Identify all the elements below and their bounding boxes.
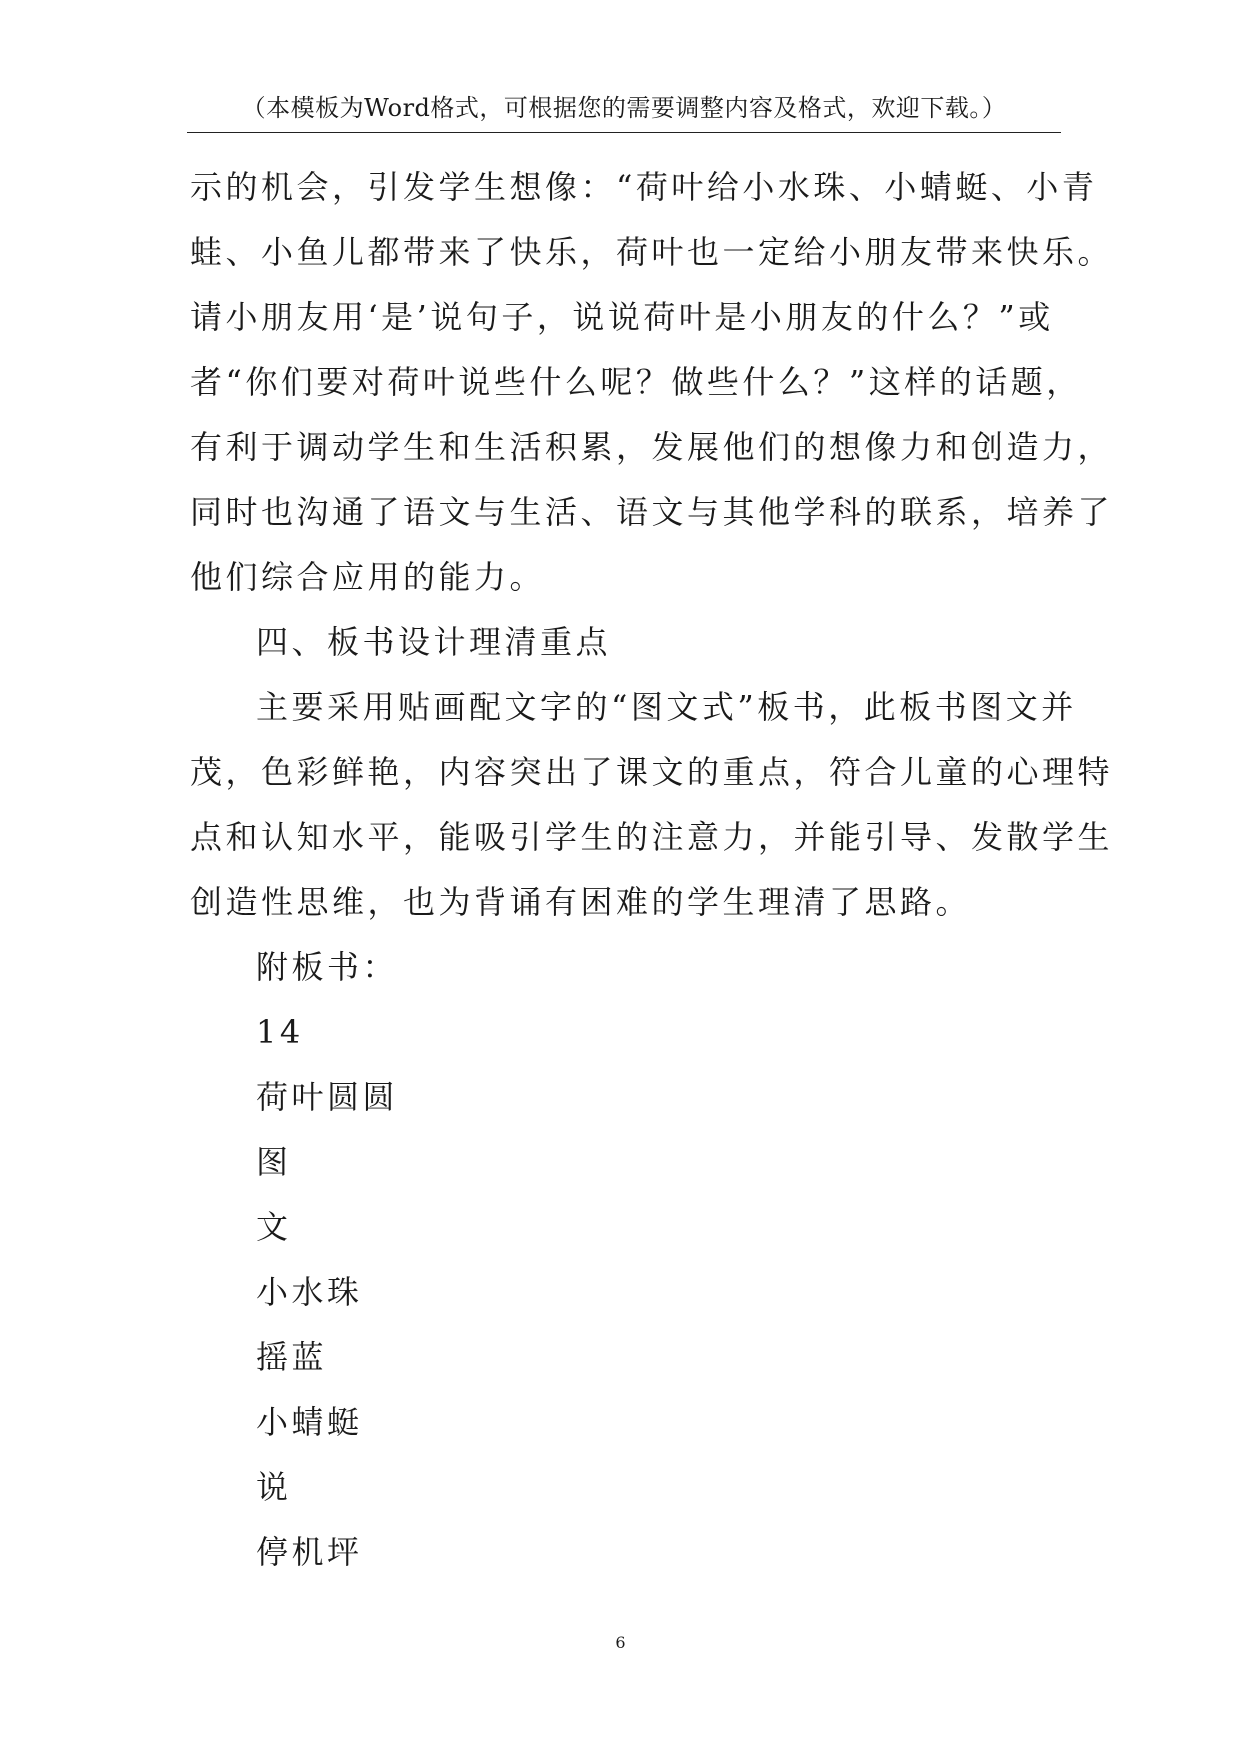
blackboard-item: 说 (256, 1468, 292, 1506)
text-line: 主要采用贴画配文字的“图文式”板书，此板书图文并 (256, 688, 1077, 726)
text-line: 同时也沟通了语文与生活、语文与其他学科的联系，培养了 (190, 493, 1114, 531)
paragraph-board-design (190, 675, 1114, 935)
header-divider (187, 132, 1061, 133)
page-number: 6 (615, 1633, 626, 1652)
text-line: 创造性思维，也为背诵有困难的学生理清了思路。 (190, 883, 972, 921)
blackboard-item: 文 (256, 1208, 292, 1246)
blackboard-item: 14 (256, 1013, 304, 1051)
blackboard-item: 小蜻蜓 (256, 1403, 363, 1441)
section-heading (190, 610, 1070, 675)
blackboard-list (190, 935, 1070, 1585)
blackboard-item: 摇蓝 (256, 1338, 328, 1376)
blackboard-item: 图 (256, 1143, 292, 1181)
blackboard-item: 荷叶圆圆 (256, 1078, 399, 1116)
section-heading-text: 四、板书设计理清重点 (256, 623, 612, 661)
text-line: 他们综合应用的能力。 (190, 558, 546, 596)
paragraph-continuation (190, 155, 1114, 610)
text-line: 请小朋友用‘是’说句子，说说荷叶是小朋友的什么？”或 (190, 298, 1054, 336)
document-body (190, 155, 1114, 1585)
text-line: 者“你们要对荷叶说些什么呢？做些什么？”这样的话题， (190, 363, 1082, 401)
text-line: 点和认知水平，能吸引学生的注意力，并能引导、发散学生 (190, 818, 1114, 856)
text-line: 蛙、小鱼儿都带来了快乐，荷叶也一定给小朋友带来快乐。 (190, 233, 1114, 271)
text-line: 示的机会，引发学生想像：“荷叶给小水珠、小蜻蜓、小青 (190, 168, 1098, 206)
blackboard-label: 附板书： (256, 948, 399, 986)
blackboard-item: 停机坪 (256, 1533, 363, 1571)
page-header: （本模板为Word格式，可根据您的需要调整内容及格式，欢迎下载。） (241, 94, 1007, 122)
blackboard-item: 小水珠 (256, 1273, 363, 1311)
text-line: 有利于调动学生和生活积累，发展他们的想像力和创造力， (190, 428, 1114, 466)
text-line: 茂，色彩鲜艳，内容突出了课文的重点，符合儿童的心理特 (190, 753, 1114, 791)
